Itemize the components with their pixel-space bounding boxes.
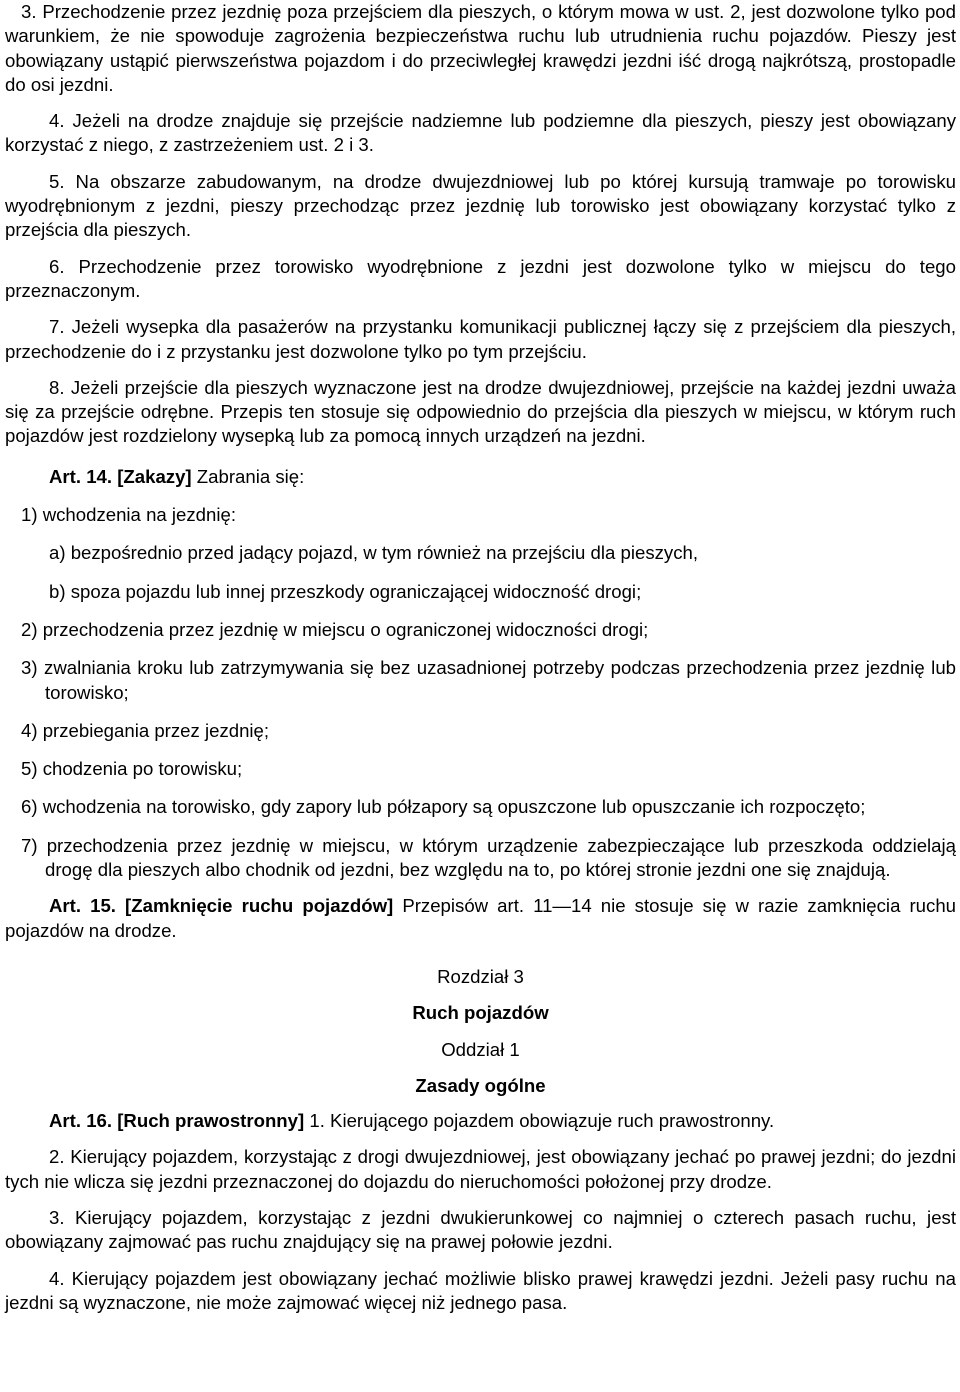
document-page [5, 0, 956, 1315]
article-16-number: Art. 16. [49, 1110, 113, 1132]
list-item-5: 5) chodzenia po torowisku; [21, 758, 243, 780]
paragraph-5: 5. Na obszarze zabudowanym, na drodze dwujezdniowej lub po której kursują tramwaje po torowisku wyodrębnionym z jezdni, pieszy przechodząc przez jezdnię lub torowisko jest obowiązany korzystać tylko z przejścia dla pieszych. [5, 170, 956, 241]
section-title: Zasady ogólne [415, 1074, 546, 1096]
article-14-number: Art. 14. [49, 465, 113, 487]
article-16-text: 1. Kierującego pojazdem obowiązuje ruch prawostronny. [309, 1110, 775, 1132]
chapter-label: Rozdział 3 [437, 965, 524, 987]
list-item-1: 1) wchodzenia na jezdnię: [21, 504, 236, 526]
list-item-3: 3) zwalniania kroku lub zatrzymywania się bez uzasadnionej potrzeby podczas przechodzenia przez jezdnię lub torowisko; [21, 657, 956, 703]
paragraph-6: 6. Przechodzenie przez torowisko wyodrębnione z jezdni jest dozwolone tylko w miejscu do tego przeznaczonym. [5, 255, 956, 301]
article-16 [5, 1109, 956, 1133]
list-item-4: 4) przebiegania przez jezdnię; [21, 719, 270, 741]
list-item-7: 7) przechodzenia przez jezdnię w miejscu, w którym urządzenie zabezpieczające lub przeszkoda oddzielają drogę dla pieszych albo chodnik od jezdni, bez względu na to, po której stronie jezdni one się znajdują. [21, 834, 956, 881]
article-16-paragraph-4: 4. Kierujący pojazdem jest obowiązany jechać możliwie blisko prawej krawędzi jezdni. Jeżeli pasy ruchu na jezdni są wyznaczone, nie może zajmować więcej niż jednego pasa. [5, 1267, 956, 1313]
article-16-paragraph-3: 3. Kierujący pojazdem, korzystając z jezdni dwukierunkowej co najmniej o czterech pasach ruchu, jest obowiązany zajmować pas ruchu znajdujący się na prawej połowie jezdni. [5, 1206, 956, 1253]
paragraph-4: 4. Jeżeli na drodze znajduje się przejście nadziemne lub podziemne dla pieszych, pieszy jest obowiązany korzystać z niego, z zastrzeżeniem ust. 2 i 3. [5, 110, 956, 156]
article-15 [5, 894, 956, 943]
section-label: Oddział 1 [441, 1038, 520, 1060]
article-15-text: Przepisów art. 11—14 nie stosuje się w razie zamknięcia ruchu pojazdów na drodze. [5, 895, 957, 941]
paragraph-8: 8. Jeżeli przejście dla pieszych wyznaczone jest na drodze dwujezdniowej, przejście na każdej jezdni uważa się za przejście odrębne. Przepis ten stosuje się odpowiednio do przejścia dla pieszych w miejscu, w którym ruch pojazdów jest rozdzielony wysepką lub za pomocą innych urządzeń na jezdni. [5, 376, 956, 447]
chapter-title: Ruch pojazdów [412, 1002, 549, 1024]
article-15-title: [Zamknięcie ruchu pojazdów] [125, 895, 394, 917]
article-16-title: [Ruch prawostronny] [117, 1110, 305, 1132]
list-item-1a: a) bezpośrednio przed jadący pojazd, w tym również na przejściu dla pieszych, [49, 542, 699, 564]
article-16-paragraph-2: 2. Kierujący pojazdem, korzystając z drogi dwujezdniowej, jest obowiązany jechać po prawej jezdni; do jezdni tych nie wlicza się jezdni przeznaczonej do dojazdu do nieruchomości położonej przy drodze. [5, 1146, 956, 1192]
list-item-2: 2) przechodzenia przez jezdnię w miejscu o ograniczonej widoczności drogi; [21, 618, 649, 640]
article-14-title: [Zakazy] [117, 465, 192, 487]
paragraph-7: 7. Jeżeli wysepka dla pasażerów na przystanku komunikacji publicznej łączy się z przejściem dla pieszych, przechodzenie do i z przystanku jest dozwolone tylko po tym przejściu. [5, 316, 956, 362]
article-14-text: Zabrania się: [196, 465, 305, 487]
list-item-6: 6) wchodzenia na torowisko, gdy zapory lub półzapory są opuszczone lub opuszczanie ich rozpoczęto; [21, 796, 866, 818]
article-14-heading [5, 465, 956, 489]
paragraph-3: 3. Przechodzenie przez jezdnię poza przejściem dla pieszych, o którym mowa w ust. 2, jest dozwolone tylko pod warunkiem, że nie spowoduje zagrożenia bezpieczeństwa ruchu lub utrudnienia ruchu pojazdów. Pieszy jest obowiązany ustąpić pierwszeństwa pojazdom i do przeciwległej krawędzi jezdni iść drogą najkrótszą, prostopadle do osi jezdni. [5, 1, 956, 95]
list-item-1b: b) spoza pojazdu lub innej przeszkody ograniczającej widoczność drogi; [49, 580, 642, 602]
article-15-number: Art. 15. [49, 895, 116, 917]
